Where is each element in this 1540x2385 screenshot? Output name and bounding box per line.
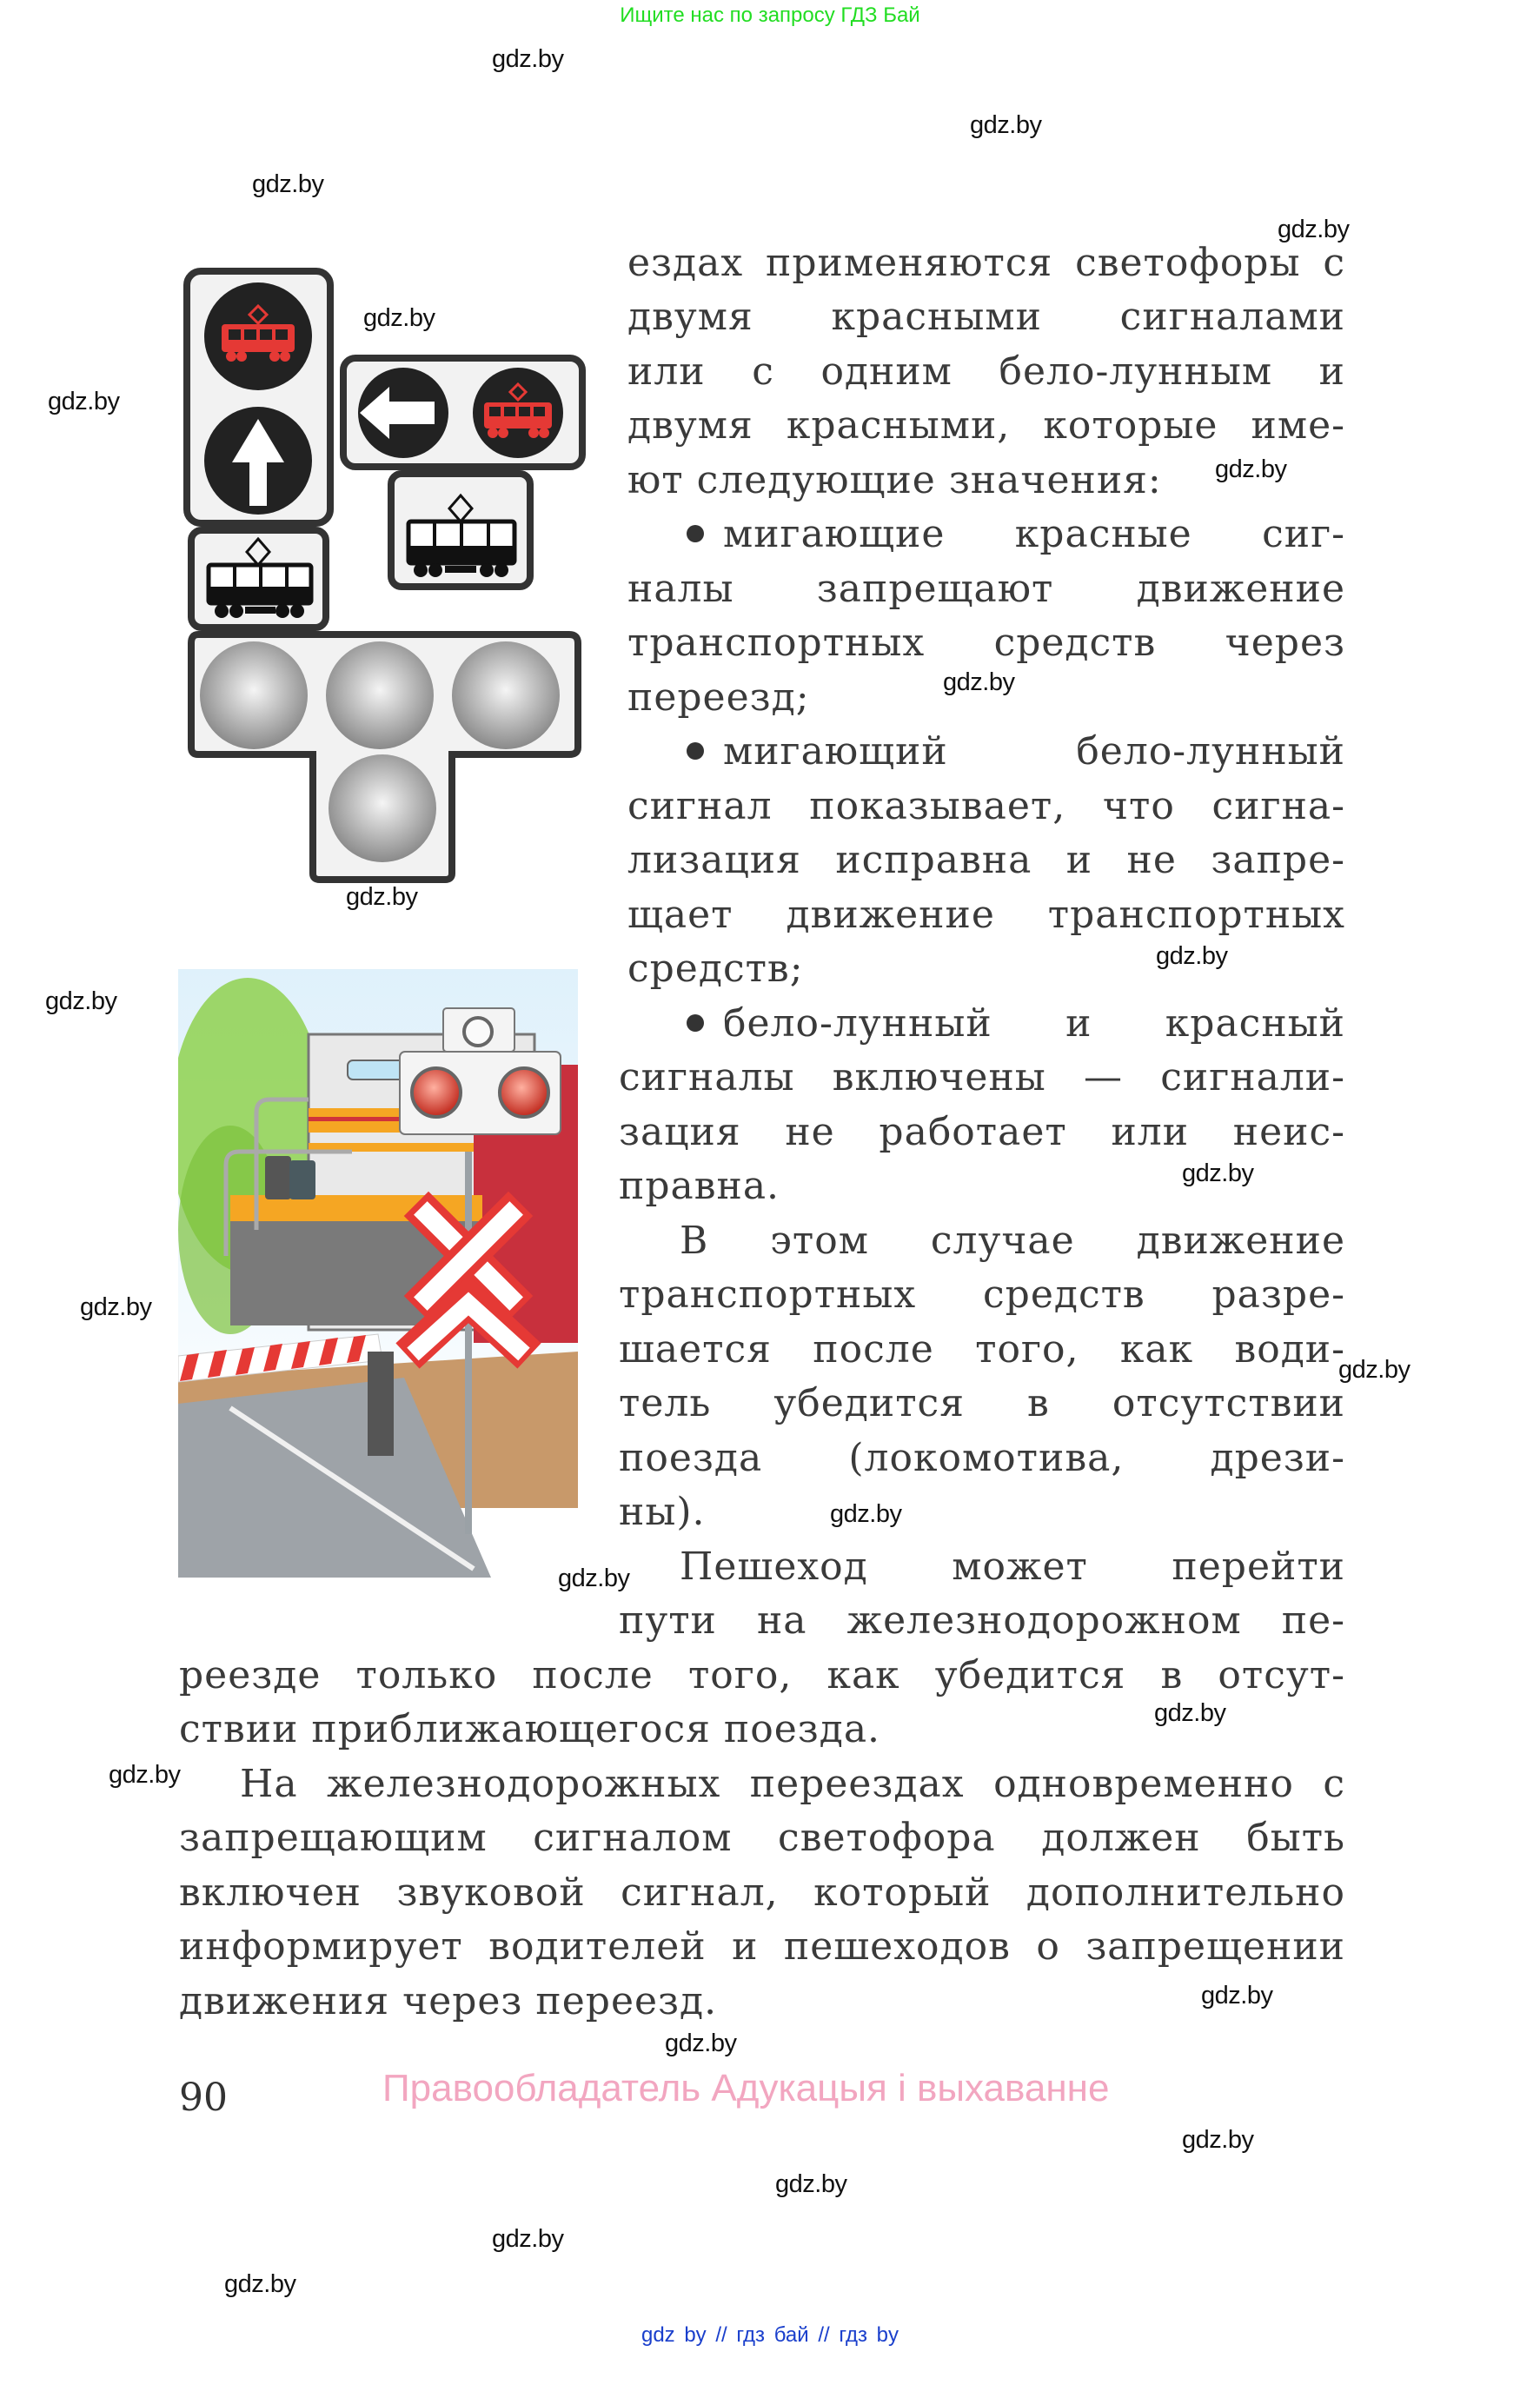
body-line: ствии приближающегося поезда. (179, 1707, 881, 1751)
tram-plate-right (391, 474, 530, 587)
body-line: включен звуковой сигнал, который дополнительно (179, 1870, 1345, 1915)
bullet-item-1-first: мигающие красные сиг- (687, 508, 1345, 561)
body-line: налы запрещают движение (627, 567, 1345, 611)
body-line: правна. (619, 1164, 780, 1208)
body-line: На железнодорожных переездах одновременно с (240, 1762, 1345, 1806)
body-line: сигналы включены — сигнали- (619, 1055, 1345, 1099)
body-line: движения через переезд. (179, 1979, 718, 2023)
body-line: шается после того, как води- (619, 1327, 1345, 1372)
bullet-icon (687, 1014, 704, 1032)
watermark: gdz.by (80, 1293, 152, 1321)
body-line: транспортных средств разре- (619, 1272, 1345, 1317)
body-line: двумя красными, которые име- (627, 403, 1345, 448)
watermark: gdz.by (1201, 1982, 1273, 2010)
body-line: Пешеход может перейти (680, 1545, 1345, 1589)
watermark: gdz.by (970, 111, 1042, 139)
watermark: gdz.by (48, 388, 120, 415)
watermark: gdz.by (775, 2170, 847, 2198)
watermark: gdz.by (1182, 2126, 1254, 2154)
watermark: gdz.by (346, 883, 418, 911)
body-line: транспортных средств через (627, 621, 1345, 665)
horizontal-signal-head (343, 358, 582, 467)
bullet-icon (687, 525, 704, 542)
body-line: зация не работает или неис- (619, 1110, 1345, 1154)
body-line: информирует водителей и пешеходов о запрещении (179, 1924, 1345, 1969)
bullet-item-3-first: бело-лунный и красный (687, 997, 1345, 1051)
body-line: переезд; (627, 675, 810, 720)
body-line: средств; (627, 947, 804, 991)
watermark: gdz.by (1338, 1356, 1411, 1384)
watermark: gdz.by (45, 987, 117, 1015)
watermark: gdz.by (1278, 216, 1350, 243)
bottom-banner: gdz by // гдз бай // гдз by (641, 2323, 899, 2347)
vertical-signal-head (187, 271, 330, 523)
body-line: поезда (локомотива, дрези- (619, 1436, 1345, 1480)
body-line: сигнал показывает, что сигна- (627, 784, 1345, 828)
watermark: gdz.by (943, 668, 1015, 696)
watermark: gdz.by (492, 45, 564, 73)
watermark: gdz.by (665, 2030, 737, 2057)
watermark: gdz.by (109, 1761, 181, 1789)
top-banner: Ищите нас по запросу ГДЗ Бай (620, 3, 920, 27)
body-line: ны). (619, 1490, 706, 1534)
watermark: gdz.by (363, 304, 435, 332)
watermark: gdz.by (252, 170, 324, 198)
watermark: gdz.by (492, 2225, 564, 2253)
body-line: тель убедится в отсутствии (619, 1381, 1345, 1425)
watermark: gdz.by (1154, 1699, 1226, 1727)
body-line: ездах применяются светофоры с (627, 241, 1345, 285)
watermark: gdz.by (1215, 455, 1287, 483)
railway-crossing-illustration (178, 969, 578, 1578)
watermark: gdz.by (830, 1500, 902, 1528)
page-number: 90 (179, 2076, 228, 2120)
body-line: реезде только после того, как убедится в отсут- (179, 1653, 1345, 1697)
tram-plate-left (191, 530, 326, 628)
watermark: gdz.by (558, 1565, 630, 1592)
bullet-icon (687, 742, 704, 760)
body-line: запрещающим сигналом светофора должен быть (179, 1816, 1345, 1860)
body-line: В этом случае движение (680, 1219, 1345, 1263)
copyright-notice: Правообладатель Адукацыя і выхаванне (382, 2067, 1110, 2109)
body-line: двумя красными сигналами (627, 295, 1345, 339)
body-line: пути на железнодорожном пе- (619, 1598, 1345, 1643)
body-line: лизация исправна и не запре- (627, 838, 1345, 882)
t-shaped-signal-head (191, 634, 578, 880)
body-line: ют следующие значения: (627, 458, 1162, 502)
watermark: gdz.by (224, 2270, 296, 2298)
body-line: или с одним бело-лунным и (627, 349, 1345, 394)
bullet-item-2-first: мигающий бело-лунный (687, 725, 1345, 779)
watermark: gdz.by (1156, 942, 1228, 970)
body-line: щает движение транспортных (627, 893, 1345, 937)
tram-signals-illustration (174, 261, 591, 887)
watermark: gdz.by (1182, 1159, 1254, 1187)
